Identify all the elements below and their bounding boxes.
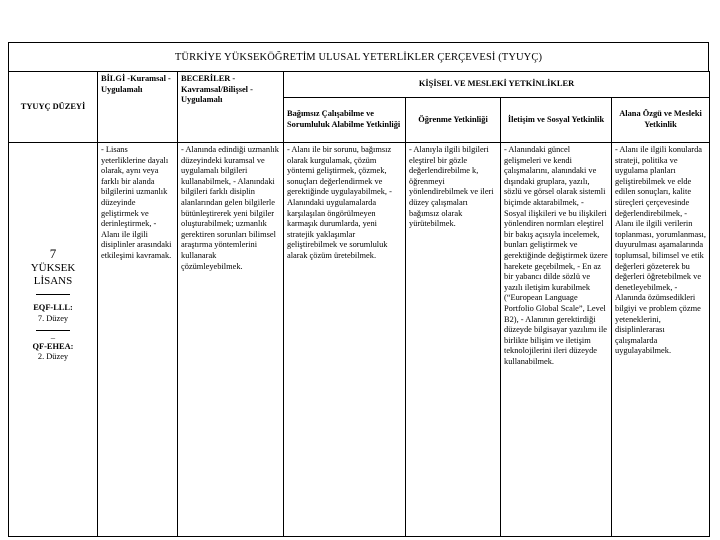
level-header: TYUYÇ DÜZEYİ xyxy=(9,72,98,143)
competences-header: KİŞİSEL VE MESLEKİ YETKİNLİKLER xyxy=(284,72,710,98)
qf-label: QF-EHEA: xyxy=(32,341,74,351)
eqf-value: 7. Düzey xyxy=(37,313,69,323)
level-number: 7 xyxy=(49,246,57,261)
learning-header: Öğrenme Yetkinliği xyxy=(406,98,501,143)
autonomy-header: Bağımsız Çalışabilme ve Sorumluluk Alabilme Yetkinliği xyxy=(284,98,406,143)
qualifications-table xyxy=(8,71,710,537)
level-cell xyxy=(9,143,98,537)
level-name: YÜKSEK LİSANS xyxy=(30,262,76,287)
header-row xyxy=(9,72,710,98)
framework-title: TÜRKİYE YÜKSEKÖĞRETİM ULUSAL YETERLİKLER ÇERÇEVESİ (TYUYÇ) xyxy=(8,42,709,72)
divider xyxy=(36,294,70,295)
field-cell: - Alanı ile ilgili konularda strateji, politika ve uygulama planları geliştirebilmek ve elde edilen sonuçları, kalite süreçleri çerçevesinde değerlendirebilmek, - Alanı ile ilgili verilerin toplanması, yorumlanması, duyurulması aşamalarında toplumsal, bilimsel ve etik değerleri gözeterek bu değerleri öğretebilmek ve denetleyebilmek, - Alanında özümsedikleri bilgiyi ve problem çözme yeteneklerini, disiplinlerarası çalışmalarda uygulayabilmek. xyxy=(612,143,710,537)
knowledge-cell: - Lisans yeterliklerine dayalı olarak, aynı veya farklı bir alanda bilgilerini uzmanlık düzeyinde geliştirmek ve derinleştirmek, - Alanı ile ilgili disiplinler arasındaki etkileşimi kavramak. xyxy=(98,143,178,537)
qf-value: 2. Düzey xyxy=(37,352,69,361)
learning-cell: - Alanıyla ilgili bilgileri eleştirel bir gözle değerlendirebilme k, öğrenmeyi yönlendirebilmek ve ileri düzey çalışmaları bağımsız olarak yürütebilmek. xyxy=(406,143,501,537)
communication-cell: - Alanındaki güncel gelişmeleri ve kendi çalışmalarını, alanındaki ve dışındaki gruplara, yazılı, sözlü ve görsel olarak sistemli biçimde aktarabilmek, - Sosyal ilişkileri ve bu ilişkileri yönlendiren normları eleştirel bir bakış açısıyla incelemek, bunları geliştirmek ve gerektiğinde değiştirmek üzere harekete geçebilmek, - En az bir yabancı dilde sözlü ve yazılı iletişim kurabilmek (“European Language Portfolio Global Scale”, Level B2), - Alanının gerektirdiği düzeyde bilgisayar yazılımı ile birlikte bilişim ve iletişim teknolojilerini ileri düzeyde kullanabilmek. xyxy=(501,143,612,537)
skills-header: BECERİLER -Kavramsal/Bilişsel -Uygulamalı xyxy=(178,72,284,143)
level-7-row xyxy=(9,143,710,537)
knowledge-header: BİLGİ -Kuramsal -Uygulamalı xyxy=(98,72,178,143)
field-header: Alana Özgü ve Mesleki Yetkinlik xyxy=(612,98,710,143)
eqf-label: EQF-LLL: xyxy=(33,303,73,312)
communication-header: İletişim ve Sosyal Yetkinlik xyxy=(501,98,612,143)
dash-mark: _ xyxy=(50,331,56,340)
skills-cell: - Alanında edindiği uzmanlık düzeyindeki kuramsal ve uygulamalı bilgileri kullanabilmek, - Alanındaki bilgileri farklı disiplin alanlarından gelen bilgilerle bütünleştirerek yeni bilgiler oluşturabilmek; uzmanlık gerektiren sorunları bilimsel araştırma yöntemlerini kullanarak çözümleyebilmek. xyxy=(178,143,284,537)
autonomy-cell: - Alanı ile bir sorunu, bağımsız olarak kurgulamak, çözüm yöntemi geliştirmek, çözmek, sonuçları değerlendirmek ve gerektiğinde uygulayabilmek, - Alanındaki uygulamalarda karşılaşılan öngörülmeyen karmaşık durumlarda, yeni stratejik yaklaşımlar geliştirebilmek ve sorumluluk alarak çözüm üretebilmek. xyxy=(284,143,406,537)
